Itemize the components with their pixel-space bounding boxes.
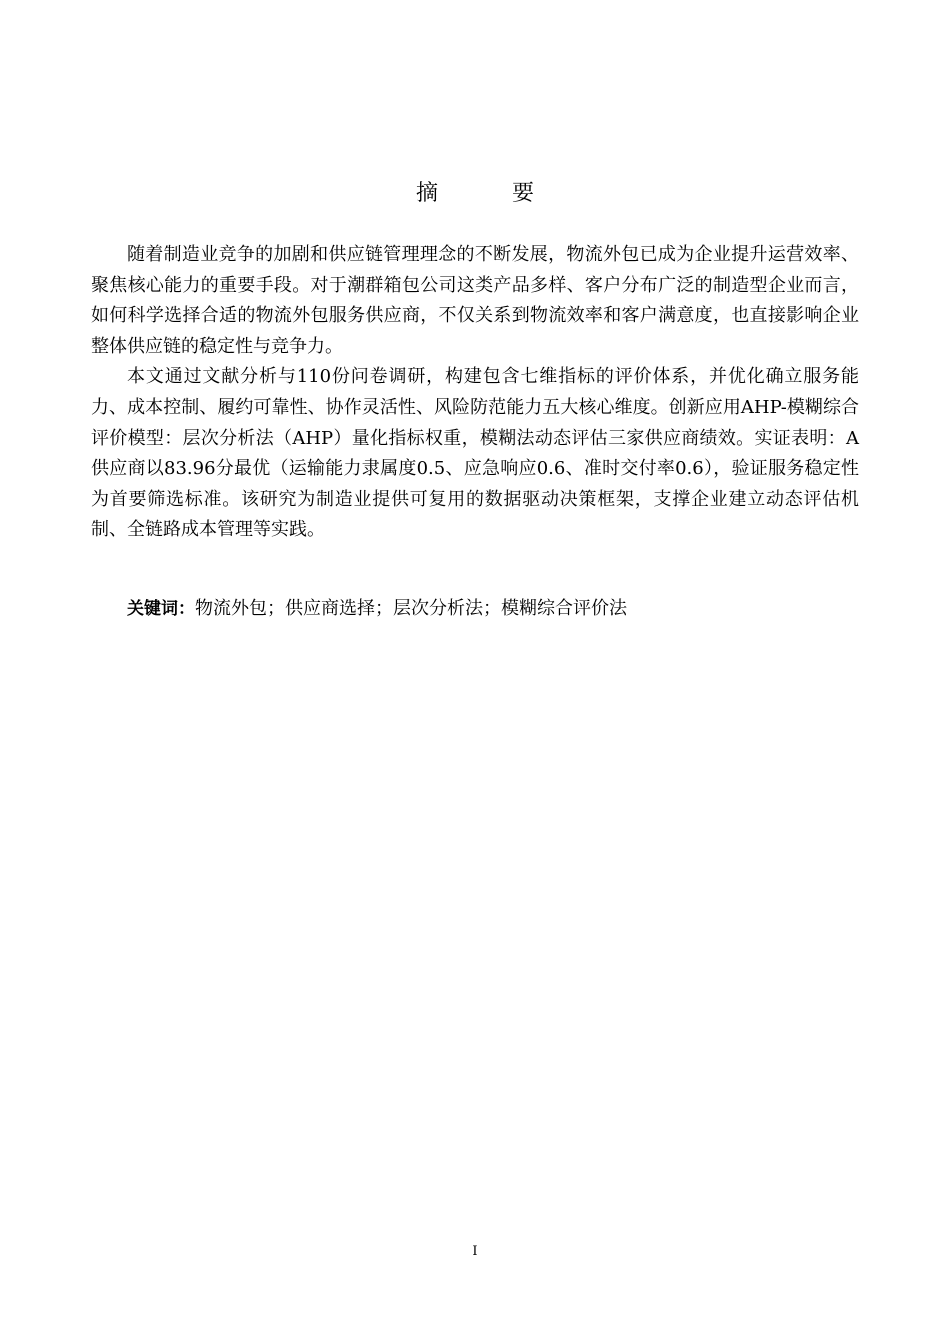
abstract-paragraph-1: 随着制造业竞争的加剧和供应链管理理念的不断发展，物流外包已成为企业提升运营效率、聚焦核心能力的重要手段。对于潮群箱包公司这类产品多样、客户分布广泛的制造型企业而言，如何科学选择合适的物流外包服务供应商，不仅关系到物流效率和客户满意度，也直接影响企业整体供应链的稳定性与竞争力。 bbox=[91, 244, 859, 357]
keywords-text: 物流外包；供应商选择；层次分析法；模糊综合评价法 bbox=[195, 598, 627, 619]
page-title: 摘 要 bbox=[415, 181, 560, 206]
keywords-line bbox=[91, 594, 859, 624]
page-number: I bbox=[472, 1244, 478, 1259]
abstract-body bbox=[91, 240, 859, 546]
keywords-label: 关键词： bbox=[127, 599, 195, 619]
abstract-paragraph-2: 本文通过文献分析与110份问卷调研，构建包含七维指标的评价体系，并优化确立服务能力、成本控制、履约可靠性、协作灵活性、风险防范能力五大核心维度。创新应用AHP-模糊综合评价模型：层次分析法（AHP）量化指标权重，模糊法动态评估三家供应商绩效。实证表明：A供应商以83.96分最优（运输能力隶属度0.5、应急响应0.6、准时交付率0.6），验证服务稳定性为首要筛选标准。该研究为制造业提供可复用的数据驱动决策框架，支撑企业建立动态评估机制、全链路成本管理等实践。 bbox=[91, 366, 859, 541]
